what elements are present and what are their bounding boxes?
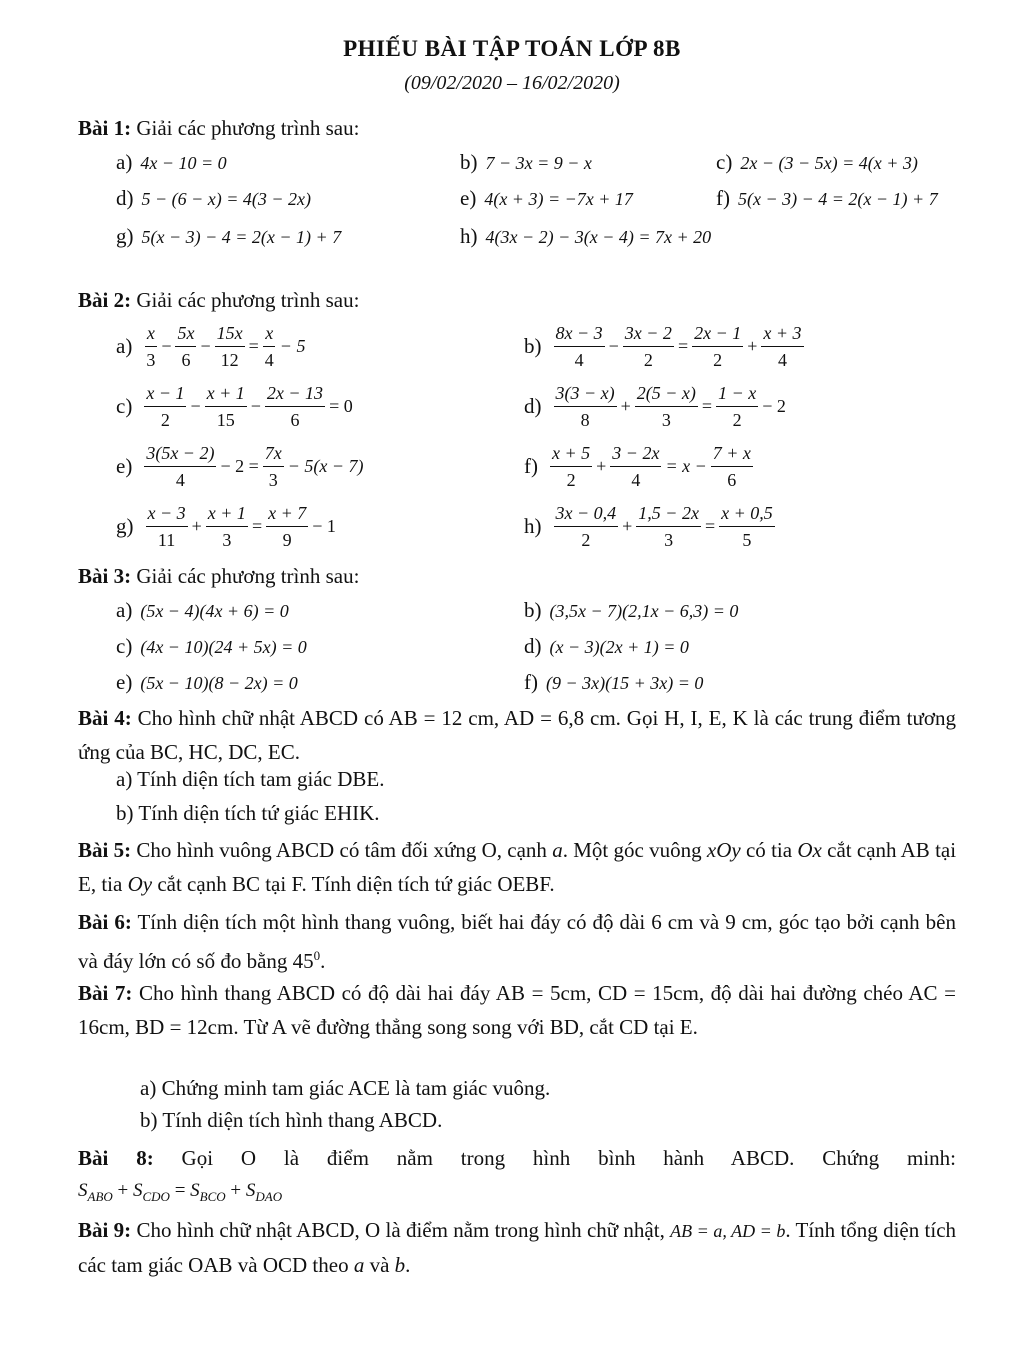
bai3-item-c: c) (4x − 10)(24 + 5x) = 0 [116,634,307,658]
bai3-item-b: b) (3,5x − 7)(2,1x − 6,3) = 0 [524,598,739,622]
bai1-item-h: h) 4(3x − 2) − 3(x − 4) = 7x + 20 [460,224,712,248]
bai2-item-f: f) $\frac{x + 5}{2}$ + $\frac{3 - 2x}{4}$ = x − $\frac{7 + x}{6}$ [524,443,751,490]
bai4-text: Bài 4: Cho hình chữ nhật ABCD có AB = 12 cm, AD = 6,8 cm. Gọi H, I, E, K là các trung điểm tương ứng của BC, HC, DC, EC. [78,706,956,764]
bai1-item-a: a) 4x − 10 = 0 [116,150,227,174]
bai3-item-f: f) (9 − 3x)(15 + 3x) = 0 [524,670,704,694]
bai2-item-d: d) $\frac{3(3 - x)}{8}$ + $\frac{2(5 - x)}{3}$ = $\frac{1 - x}{2}$ − 2 [524,383,786,430]
bai1-heading: Bài 1: Giải các phương trình sau: [78,116,360,140]
bai2-item-h: h) $\frac{3x - 0,4}{2}$ + $\frac{1,5 - 2x}{3}$ = $\frac{x + 0,5}{5}$ [524,503,773,550]
bai7-part-a: a) Chứng minh tam giác ACE là tam giác vuông. [140,1076,551,1100]
bai1-item-c: c) 2x − (3 − 5x) = 4(x + 3) [716,150,918,174]
bai3-item-e: e) (5x − 10)(8 − 2x) = 0 [116,670,298,694]
page-title: PHIẾU BÀI TẬP TOÁN LỚP 8B [343,36,681,61]
bai9-text: Bài 9: Cho hình chữ nhật ABCD, O là điểm nằm trong hình chữ nhật, AB = a, AD = b. Tính tổng diện tích các tam giác OAB và OCD theo a và b. [78,1218,957,1277]
bai3-item-a: a) (5x − 4)(4x + 6) = 0 [116,598,289,622]
bai2-item-a: a) $\frac{x}{3}$ − $\frac{5x}{6}$ − $\frac{15x}{12}$ = $\frac{x}{4}$ − 5 [116,323,306,370]
bai1-item-d: d) 5 − (6 − x) = 4(3 − 2x) [116,186,312,210]
bai2-item-g: g) $\frac{x - 3}{11}$ + $\frac{x + 1}{3}$ = $\frac{x + 7}{9}$ − 1 [116,503,336,550]
bai2-item-e: e) $\frac{3(5x - 2)}{4}$ − 2 = $\frac{7x}{3}$ − 5(x − 7) [116,443,364,490]
bai3-heading: Bài 3: Giải các phương trình sau: [78,564,360,588]
bai2-item-b: b) $\frac{8x - 3}{4}$ − $\frac{3x - 2}{2}$ = $\frac{2x - 1}{2}$ + $\frac{x + 3}{4}$ [524,323,802,370]
bai8-text: Bài 8: Gọi O là điểm nằm trong hình bình hành ABCD. Chứng minh: [78,1146,956,1170]
bai1-item-f: f) 5(x − 3) − 4 = 2(x − 1) + 7 [716,186,938,210]
bai7-text: Bài 7: Cho hình thang ABCD có độ dài hai đáy AB = 5cm, CD = 15cm, độ dài hai đường chéo AC = 16cm, BD = 12cm. Từ A vẽ đường thẳng song song với BD, cắt CD tại E. [78,981,956,1039]
bai8-formula: $S_{ABO} + S_{CDO} = S_{BCO} + S_{DAO}$ [78,1180,283,1204]
bai5-text: Bài 5: Cho hình vuông ABCD có tâm đối xứng O, cạnh a. Một góc vuông xOy có tia Ox cắt cạnh AB tại E, tia Oy cắt cạnh BC tại F. Tính diện tích tứ giác OEBF. [78,838,957,896]
bai1-item-e: e) 4(x + 3) = −7x + 17 [460,186,633,210]
bai6-text: Bài 6: Tính diện tích một hình thang vuông, biết hai đáy có độ dài 6 cm và 9 cm, góc tạo bởi cạnh bên và đáy lớn có số đo bằng $45^0$. [78,910,957,973]
bai2-heading: Bài 2: Giải các phương trình sau: [78,288,360,312]
bai7-part-b: b) Tính diện tích hình thang ABCD. [140,1108,443,1132]
bai1-item-b: b) 7 − 3x = 9 − x [460,150,592,174]
bai1-item-g: g) 5(x − 3) − 4 = 2(x − 1) + 7 [116,224,342,248]
bai4-part-b: b) Tính diện tích tứ giác EHIK. [116,801,380,825]
bai3-item-d: d) (x − 3)(2x + 1) = 0 [524,634,689,658]
bai2-item-c: c) $\frac{x - 1}{2}$ − $\frac{x + 1}{15}$ − $\frac{2x - 13}{6}$ = 0 [116,383,353,430]
bai4-part-a: a) Tính diện tích tam giác DBE. [116,767,385,791]
date-range: (09/02/2020 – 16/02/2020) [404,72,620,94]
